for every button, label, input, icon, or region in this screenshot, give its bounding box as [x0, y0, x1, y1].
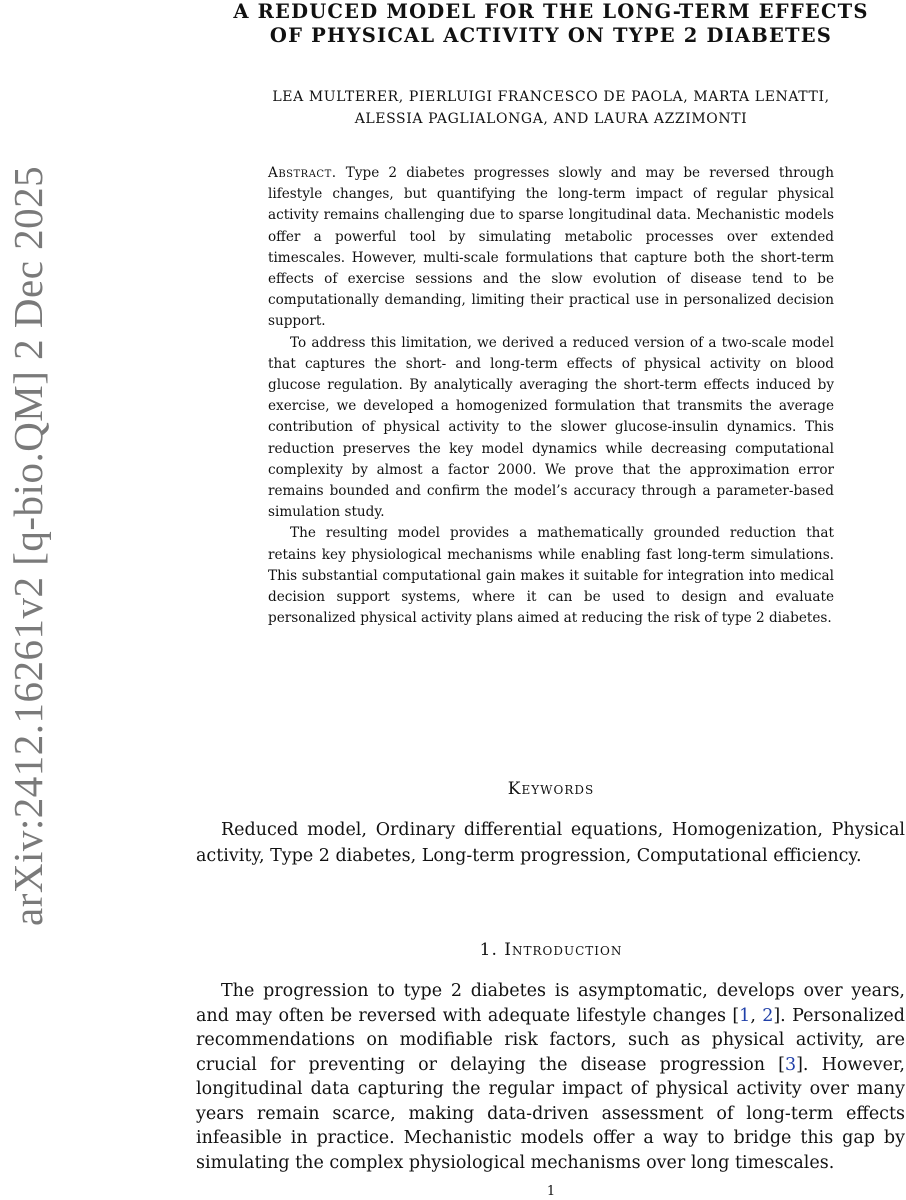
- abstract-label: Abstract.: [268, 165, 337, 181]
- citation-link-1[interactable]: 1: [739, 1005, 751, 1026]
- keywords-heading: Keywords: [507, 779, 595, 799]
- intro-text-segment-3: ]. However, longitudinal data capturing the regular impact of physical activity over many years remain scarce, making data-driven assessment of long-term effects infeasible in practice. Mechanistic models offer a way to bridge this gap by simulating the complex physiological mechanisms over long timescales.: [196, 1054, 905, 1173]
- introduction-paragraph: [196, 979, 905, 1175]
- abstract-paragraph-3: The resulting model provides a mathematically grounded reduction that retains key physiological mechanisms while enabling fast long-term simulations. This substantial computational gain makes it suitable for integration into medical decision support systems, where it can be used to design and evaluate personalized physical activity plans aimed at reducing the risk of type 2 diabetes.: [268, 525, 834, 627]
- abstract-text-1: Type 2 diabetes progresses slowly and may be reversed through lifestyle changes, but quantifying the long-term impact of regular physical activity remains challenging due to sparse longitudinal data. Mechanistic models offer a powerful tool by simulating metabolic processes over extended timescales. However, multi-scale formulations that capture both the short-term effects of exercise sessions and the slow evolution of disease tend to be computationally demanding, limiting their practical use in personalized decision support.: [268, 165, 834, 330]
- citation-link-3[interactable]: 3: [784, 1054, 797, 1075]
- title-line-1: A REDUCED MODEL FOR THE LONG-TERM EFFECTS: [233, 0, 869, 23]
- introduction-heading: 1. Introduction: [479, 940, 623, 960]
- intro-text-segment-2: ]. Personalized recommendations on modifiable risk factors, such as physical activity, are crucial for preventing or delaying the disease progression [: [196, 1005, 905, 1075]
- keywords-text: Reduced model, Ordinary differential equations, Homogenization, Physical activity, Type 2 diabetes, Long-term progression, Computational efficiency.: [196, 820, 905, 866]
- authors-line-2: ALESSIA PAGLIALONGA, AND LAURA AZZIMONTI: [354, 111, 748, 127]
- abstract-paragraph-1: [268, 163, 834, 333]
- abstract-paragraph-2: To address this limitation, we derived a reduced version of a two-scale model that captures the short- and long-term effects of physical activity on blood glucose regulation. By analytically averaging the short-term effects induced by exercise, we developed a homogenized formulation that transmits the average contribution of physical activity to the slower glucose-insulin dynamics. This reduction preserves the key model dynamics while decreasing computational complexity by almost a factor 2000. We prove that the approximation error remains bounded and confirm the model’s accuracy through a parameter-based simulation study.: [268, 334, 834, 521]
- authors-line-1: LEA MULTERER, PIERLUIGI FRANCESCO DE PAOLA, MARTA LENATTI,: [272, 89, 830, 105]
- citation-separator: ,: [750, 1005, 763, 1026]
- page-number: 1: [546, 1184, 556, 1199]
- title-line-2: OF PHYSICAL ACTIVITY ON TYPE 2 DIABETES: [269, 24, 833, 47]
- intro-text-segment-1: The progression to type 2 diabetes is asymptomatic, develops over years, and may often be reversed with adequate lifestyle changes [: [196, 981, 905, 1026]
- arxiv-sidebar: [0, 0, 60, 1200]
- paper-title: [196, 0, 906, 48]
- arxiv-identifier: arXiv:2412.16261v2 [q-bio.QM] 2 Dec 2025: [5, 165, 51, 926]
- citation-link-2[interactable]: 2: [762, 1005, 774, 1026]
- author-list: [196, 86, 906, 130]
- abstract-block: [268, 163, 834, 629]
